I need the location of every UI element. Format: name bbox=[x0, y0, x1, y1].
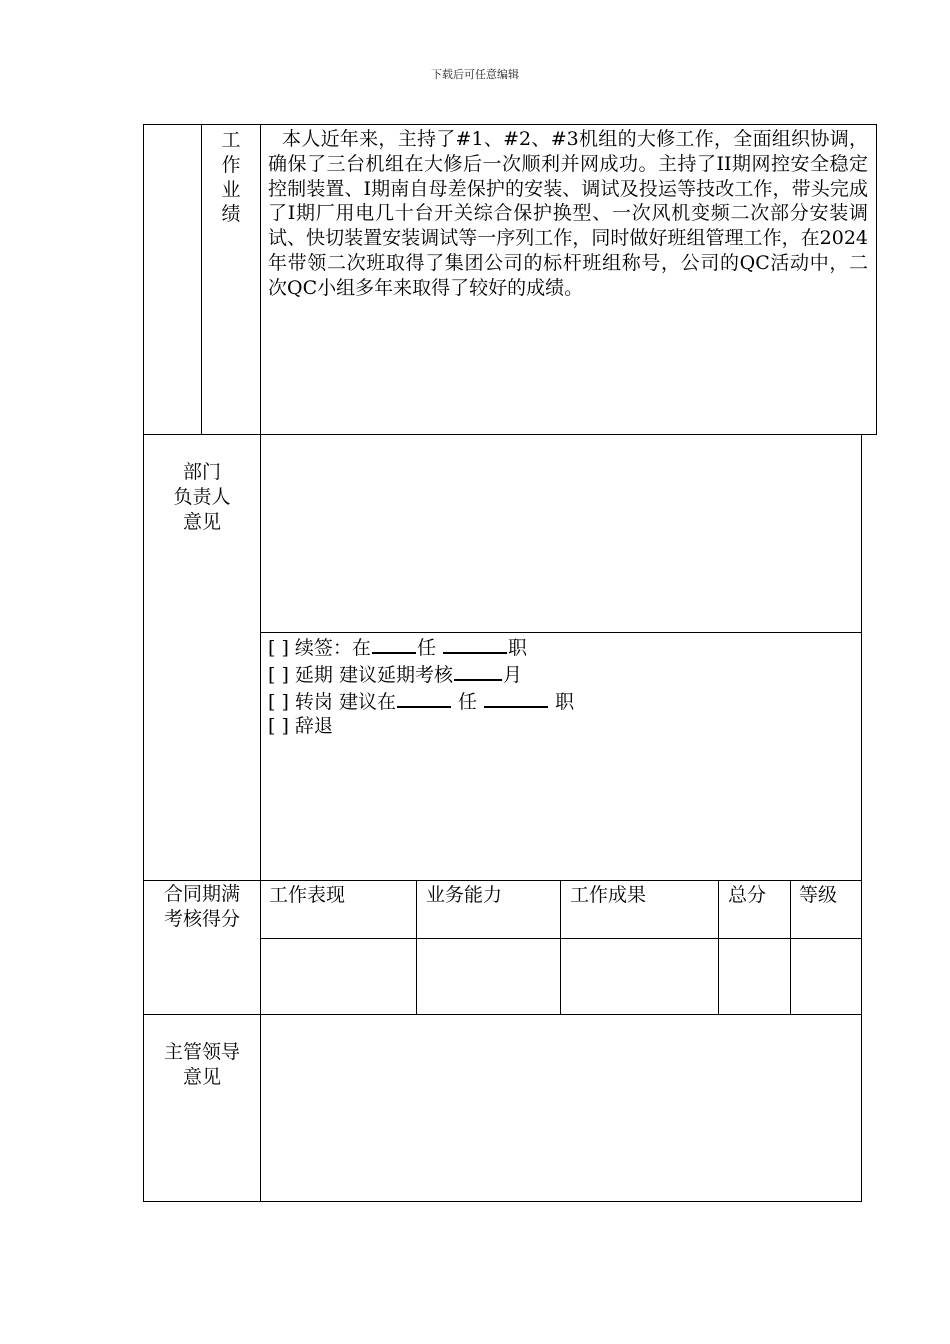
checkbox-bracket[interactable]: [ ] bbox=[268, 690, 289, 713]
decision-options bbox=[268, 634, 574, 739]
option-extend[interactable] bbox=[268, 661, 574, 688]
label-char: 绩 bbox=[221, 203, 241, 226]
option-dismiss[interactable] bbox=[268, 714, 574, 739]
option-transfer[interactable] bbox=[268, 688, 574, 715]
label-line: 部门 bbox=[182, 461, 221, 483]
option-text: 辞退 bbox=[294, 715, 333, 738]
label-char: 工 bbox=[221, 129, 241, 151]
blank-field[interactable] bbox=[372, 634, 416, 654]
score-input-cell[interactable] bbox=[261, 939, 416, 1014]
label-char: 作 bbox=[221, 153, 241, 176]
option-text: 月 bbox=[502, 663, 522, 686]
score-input-cell[interactable] bbox=[719, 939, 790, 1014]
header-note: 下载后可任意编辑 bbox=[431, 68, 519, 81]
option-text: 延期 建议延期考核 bbox=[294, 663, 453, 686]
option-text: 职 bbox=[508, 637, 528, 659]
leader-opinion-field[interactable] bbox=[261, 1015, 861, 1201]
score-input-cell[interactable] bbox=[561, 939, 718, 1014]
label-line: 考核得分 bbox=[163, 907, 240, 930]
checkbox-bracket[interactable]: [ ] bbox=[268, 637, 289, 659]
label-line: 合同期满 bbox=[163, 883, 240, 905]
score-col-header: 等级 bbox=[799, 884, 838, 906]
work-performance-text: 本人近年来，主持了#1、#2、#3机组的大修工作，全面组织协调，确保了三台机组在大修后一次顺利并网成功。主持了II期网控安全稳定控制装置、I期南自母差保护的安装、调试及投运等技改工作，带头完成了I期厂用电几十台开关综合保护换型、一次风机变频二次部分安装调试、快切装置安装调试等一序列工作，同时做好班组管理工作，在2024年带领二次班取得了集团公司的标杆班组称号，公司的QC活动中，二次QC小组多年来取得了较好的成绩。 bbox=[268, 128, 868, 299]
leader-opinion-label bbox=[145, 1040, 259, 1090]
blank-field[interactable] bbox=[397, 688, 451, 708]
score-col-header: 工作表现 bbox=[269, 884, 346, 906]
option-text: 职 bbox=[555, 690, 575, 713]
score-input-cell[interactable] bbox=[791, 939, 861, 1014]
option-text: 任 bbox=[416, 637, 436, 659]
dept-opinion-label bbox=[145, 460, 259, 534]
score-col-header: 工作成果 bbox=[570, 884, 647, 906]
dept-opinion-field[interactable] bbox=[261, 435, 861, 632]
score-input-cell[interactable] bbox=[417, 939, 560, 1014]
label-line: 意见 bbox=[182, 510, 221, 533]
score-col-header: 业务能力 bbox=[426, 884, 503, 906]
option-renew[interactable] bbox=[268, 634, 574, 661]
checkbox-bracket[interactable]: [ ] bbox=[268, 715, 289, 738]
label-char: 业 bbox=[221, 178, 241, 201]
option-text: 续签：在 bbox=[294, 637, 371, 659]
score-label bbox=[145, 882, 259, 932]
score-col-header: 总分 bbox=[728, 884, 767, 906]
blank-field[interactable] bbox=[454, 661, 502, 681]
option-text: 转岗 建议在 bbox=[294, 690, 396, 713]
option-text: 任 bbox=[458, 690, 478, 713]
label-line: 负责人 bbox=[173, 485, 231, 508]
work-performance-label bbox=[219, 128, 243, 227]
blank-field[interactable] bbox=[443, 634, 507, 654]
checkbox-bracket[interactable]: [ ] bbox=[268, 663, 289, 686]
label-line: 意见 bbox=[182, 1065, 221, 1088]
label-line: 主管领导 bbox=[163, 1041, 240, 1063]
blank-field[interactable] bbox=[484, 688, 548, 708]
